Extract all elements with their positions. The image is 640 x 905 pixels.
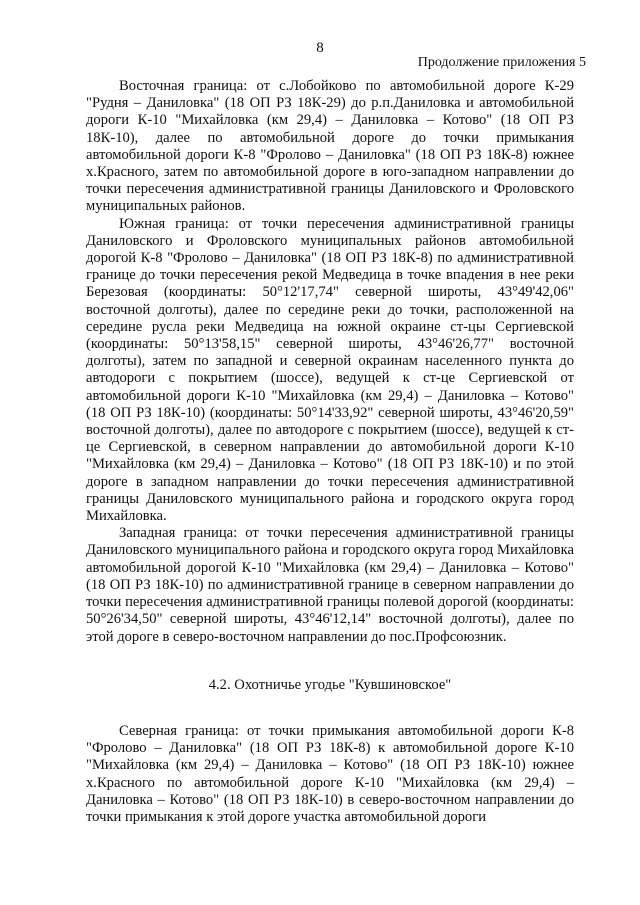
page-number: 8: [316, 40, 324, 56]
east-border-paragraph: Восточная граница: от с.Лобойково по автомобильной дороге К-29 "Рудня – Даниловка" (18 ОП РЗ 18К-29) до р.п.Даниловка и автомобильной дороги К-10 "Михайловка (км 29,4) – Даниловка – Котово" (18 ОП РЗ 18К-10), далее по автомобильной дороге до точки примыкания автомобильной дороги К-8 "Фролово – Даниловка" (18 ОП РЗ 18К-8) южнее х.Красного, затем по автомобильной дороге в юго-западном направлении до точки пересечения административной границы Даниловского и Фроловского муниципальных районов.: [86, 78, 574, 215]
south-border-paragraph: Южная граница: от точки пересечения административной границы Даниловского и Фроловского муниципальных районов автомобильной дорогой К-8 "Фролово – Даниловка" (18 ОП РЗ 18К-8) по административной границе до точки пересечения рекой Медведица в точке впадения в нее реки Березовая (координаты: 50°12'17,74" северной широты, 43°49'42,06" восточной долготы), далее по середине реки до точки, расположенной на середине русла реки Медведица на южной окраине ст-цы Сергиевской (координаты: 50°13'58,15" северной широты, 43°46'26,77" восточной долготы), затем по западной и северной окраинам населенного пункта до автодороги с покрытием (шоссе), ведущей к ст-це Сергиевской от автомобильной дороги К-10 "Михайловка (км 29,4) – Даниловка – Котово" (18 ОП РЗ 18К-10) (координаты: 50°14'33,92" северной широты, 43°46'20,59" восточной долготы), далее по автодороге с покрытием (шоссе), ведущей к ст-це Сергиевской, в северном направлении до автомобильной дороги К-10 "Михайловка (км 29,4) – Даниловка – Котово" (18 ОП РЗ 18К-10) и по этой дороге в западном направлении до точки пересечения административной границы Даниловского муниципального района и городского округа город Михайловка.: [86, 215, 574, 525]
west-border-paragraph: Западная граница: от точки пересечения административной границы Даниловского муниципального района и городского округа город Михайловка автомобильной дорогой К-10 "Михайловка (км 29,4) – Даниловка – Котово" (18 ОП РЗ 18К-10) по административной границе в северном направлении до точки пересечения административной границы полевой дорогой (координаты: 50°26'34,50" северной широты, 43°46'12,14" восточной долготы), далее по этой дороге в северо-восточном направлении до пос.Профсоюзник.: [86, 525, 574, 645]
section-heading: 4.2. Охотничье угодье "Кувшиновское": [208, 676, 452, 693]
document-body: [86, 78, 574, 826]
appendix-continuation-note: Продолжение приложения 5: [417, 55, 586, 70]
north-border-paragraph: Северная граница: от точки примыкания автомобильной дороги К-8 "Фролово – Даниловка" (18 ОП РЗ 18К-8) к автомобильной дороге К-10 "Михайловка (км 29,4) – Даниловка – Котово" (18 ОП РЗ 18К-10) южнее х.Красного по автомобильной дороге К-10 "Михайловка (км 29,4) – Даниловка – Котово" (18 ОП РЗ 18К-10) в северо-восточном направлении до точки примыкания к этой дороге участка автомобильной дороги: [86, 722, 574, 825]
